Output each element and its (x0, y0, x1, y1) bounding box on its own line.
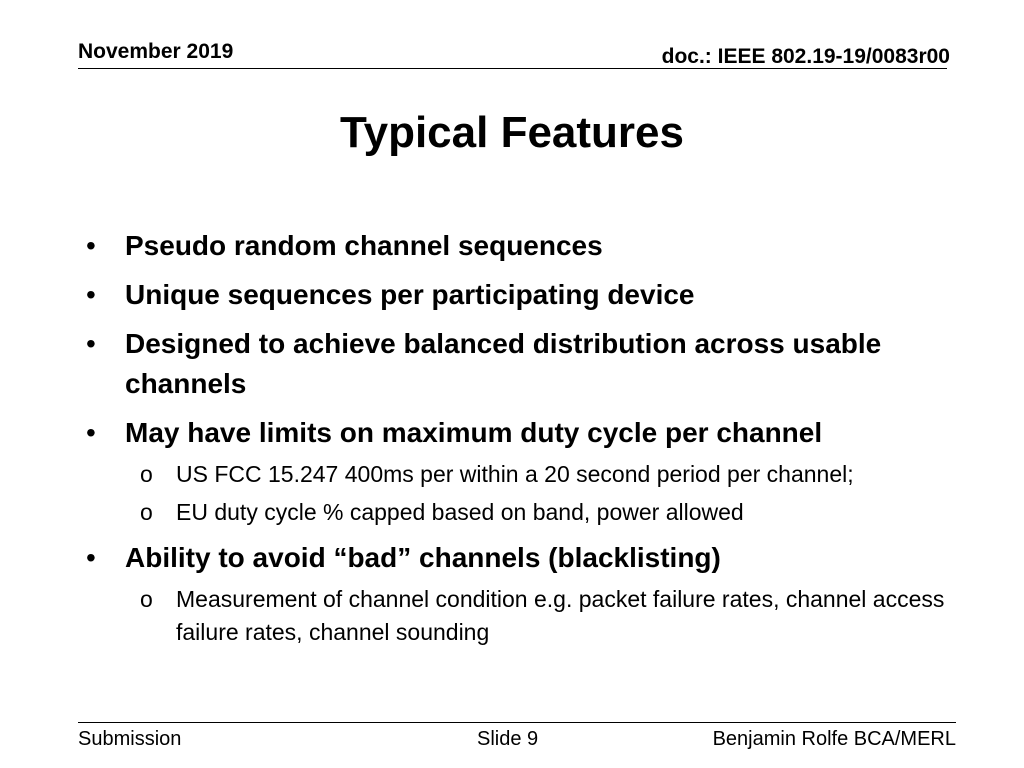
sub-bullet-text: Measurement of channel condition e.g. packet failure rates, channel access failure rates, channel sounding (176, 586, 945, 645)
bullet-text: May have limits on maximum duty cycle per channel (125, 417, 823, 448)
sub-bullet-marker: o (140, 499, 153, 525)
sub-bullet-item (78, 583, 958, 649)
slide-title: Typical Features (340, 108, 684, 157)
bullet-text: Unique sequences per participating device (125, 279, 695, 310)
header-date: November 2019 (78, 40, 234, 63)
bullet-item (78, 275, 958, 315)
footer-slide-number: Slide 9 (477, 728, 539, 750)
bullet-item (78, 226, 958, 266)
header-divider (78, 68, 947, 69)
header-doc-id: doc.: IEEE 802.19-19/0083r00 (661, 45, 950, 68)
footer-submission: Submission (78, 728, 182, 750)
footer-author: Benjamin Rolfe BCA/MERL (712, 728, 956, 750)
bullet-text: Designed to achieve balanced distribution across usable channels (125, 328, 882, 399)
bullet-item (78, 538, 958, 578)
sub-bullet-marker: o (140, 461, 153, 487)
bullet-marker: • (86, 328, 96, 359)
bullet-list (78, 226, 958, 649)
bullet-marker: • (86, 417, 96, 448)
sub-bullet-text: US FCC 15.247 400ms per within a 20 second period per channel; (176, 461, 854, 487)
bullet-item (78, 324, 958, 404)
sub-bullet-item (78, 496, 958, 529)
sub-bullet-text: EU duty cycle % capped based on band, power allowed (176, 499, 744, 525)
bullet-text: Pseudo random channel sequences (125, 230, 603, 261)
sub-bullet-item (78, 458, 958, 491)
bullet-marker: • (86, 542, 96, 573)
bullet-marker: • (86, 230, 96, 261)
bullet-text: Ability to avoid “bad” channels (blacklisting) (125, 542, 721, 573)
bullet-marker: • (86, 279, 96, 310)
footer-divider (78, 722, 956, 723)
bullet-item (78, 413, 958, 453)
sub-bullet-marker: o (140, 586, 153, 612)
